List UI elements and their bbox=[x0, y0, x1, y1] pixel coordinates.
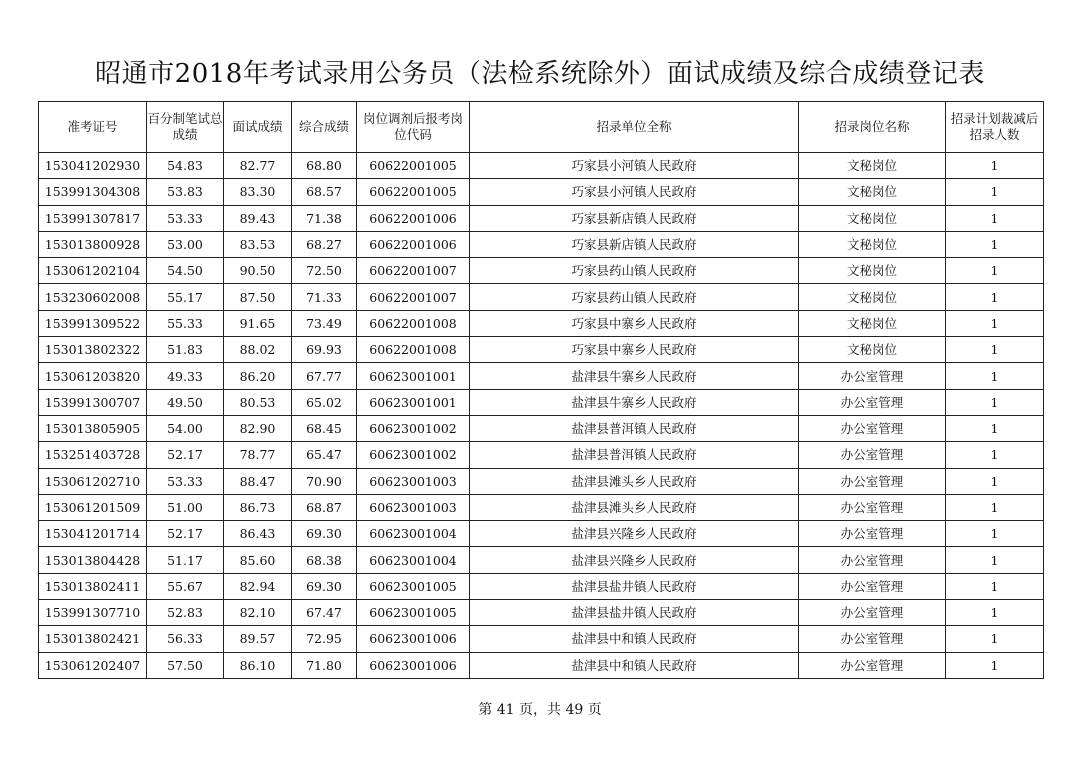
hiring-count-cell: 1 bbox=[946, 468, 1044, 494]
position-name-cell: 文秘岗位 bbox=[799, 284, 946, 310]
table-row bbox=[39, 415, 1044, 441]
interview-score-cell: 78.77 bbox=[224, 442, 292, 468]
employer-cell: 盐津县牛寨乡人民政府 bbox=[470, 363, 799, 389]
position-code-cell: 60622001005 bbox=[357, 153, 470, 179]
hiring-count-cell: 1 bbox=[946, 179, 1044, 205]
written-score-cell: 57.50 bbox=[147, 652, 224, 678]
hiring-count-cell: 1 bbox=[946, 600, 1044, 626]
position-name-cell: 文秘岗位 bbox=[799, 337, 946, 363]
employer-cell: 盐津县滩头乡人民政府 bbox=[470, 468, 799, 494]
interview-score-cell: 82.94 bbox=[224, 573, 292, 599]
interview-score-cell: 86.10 bbox=[224, 652, 292, 678]
exam-number-cell: 153013804428 bbox=[39, 547, 147, 573]
written-score-cell: 52.83 bbox=[147, 600, 224, 626]
hiring-count-cell: 1 bbox=[946, 205, 1044, 231]
overall-score-cell: 68.57 bbox=[292, 179, 357, 205]
position-name-cell: 办公室管理 bbox=[799, 652, 946, 678]
interview-score-cell: 85.60 bbox=[224, 547, 292, 573]
column-header-position-name: 招录岗位名称 bbox=[799, 102, 946, 153]
interview-score-cell: 90.50 bbox=[224, 258, 292, 284]
exam-number-cell: 153041201714 bbox=[39, 521, 147, 547]
table-row bbox=[39, 442, 1044, 468]
position-name-cell: 办公室管理 bbox=[799, 468, 946, 494]
interview-score-cell: 80.53 bbox=[224, 389, 292, 415]
interview-score-cell: 88.47 bbox=[224, 468, 292, 494]
overall-score-cell: 72.50 bbox=[292, 258, 357, 284]
written-score-cell: 54.00 bbox=[147, 415, 224, 441]
exam-number-cell: 153013802322 bbox=[39, 337, 147, 363]
written-score-cell: 53.00 bbox=[147, 231, 224, 257]
position-code-cell: 60622001008 bbox=[357, 310, 470, 336]
table-row bbox=[39, 337, 1044, 363]
exam-number-cell: 153991307710 bbox=[39, 600, 147, 626]
column-header-interview-score: 面试成绩 bbox=[224, 102, 292, 153]
position-name-cell: 办公室管理 bbox=[799, 363, 946, 389]
employer-cell: 巧家县中寨乡人民政府 bbox=[470, 310, 799, 336]
employer-cell: 巧家县小河镇人民政府 bbox=[470, 179, 799, 205]
hiring-count-cell: 1 bbox=[946, 626, 1044, 652]
hiring-count-cell: 1 bbox=[946, 547, 1044, 573]
exam-number-cell: 153041202930 bbox=[39, 153, 147, 179]
exam-number-cell: 153061203820 bbox=[39, 363, 147, 389]
overall-score-cell: 71.38 bbox=[292, 205, 357, 231]
overall-score-cell: 67.47 bbox=[292, 600, 357, 626]
position-code-cell: 60622001005 bbox=[357, 179, 470, 205]
column-header-exam-number: 准考证号 bbox=[39, 102, 147, 153]
interview-score-cell: 82.90 bbox=[224, 415, 292, 441]
interview-score-cell: 87.50 bbox=[224, 284, 292, 310]
page-title: 昭通市2018年考试录用公务员（法检系统除外）面试成绩及综合成绩登记表 bbox=[95, 59, 985, 89]
hiring-count-cell: 1 bbox=[946, 310, 1044, 336]
position-code-cell: 60623001003 bbox=[357, 494, 470, 520]
interview-score-cell: 91.65 bbox=[224, 310, 292, 336]
position-name-cell: 办公室管理 bbox=[799, 494, 946, 520]
table-row bbox=[39, 284, 1044, 310]
employer-cell: 盐津县中和镇人民政府 bbox=[470, 652, 799, 678]
position-code-cell: 60622001007 bbox=[357, 284, 470, 310]
overall-score-cell: 71.80 bbox=[292, 652, 357, 678]
written-score-cell: 51.83 bbox=[147, 337, 224, 363]
written-score-cell: 53.83 bbox=[147, 179, 224, 205]
position-code-cell: 60623001005 bbox=[357, 573, 470, 599]
employer-cell: 盐津县滩头乡人民政府 bbox=[470, 494, 799, 520]
written-score-cell: 55.17 bbox=[147, 284, 224, 310]
overall-score-cell: 73.49 bbox=[292, 310, 357, 336]
interview-score-cell: 86.43 bbox=[224, 521, 292, 547]
position-name-cell: 办公室管理 bbox=[799, 389, 946, 415]
position-name-cell: 文秘岗位 bbox=[799, 179, 946, 205]
hiring-count-cell: 1 bbox=[946, 153, 1044, 179]
table-row bbox=[39, 468, 1044, 494]
interview-score-cell: 89.43 bbox=[224, 205, 292, 231]
employer-cell: 盐津县普洱镇人民政府 bbox=[470, 415, 799, 441]
written-score-cell: 52.17 bbox=[147, 521, 224, 547]
position-name-cell: 文秘岗位 bbox=[799, 231, 946, 257]
overall-score-cell: 68.87 bbox=[292, 494, 357, 520]
position-code-cell: 60623001003 bbox=[357, 468, 470, 494]
position-name-cell: 办公室管理 bbox=[799, 573, 946, 599]
employer-cell: 盐津县中和镇人民政府 bbox=[470, 626, 799, 652]
employer-cell: 盐津县普洱镇人民政府 bbox=[470, 442, 799, 468]
table-row bbox=[39, 310, 1044, 336]
employer-cell: 巧家县药山镇人民政府 bbox=[470, 284, 799, 310]
exam-number-cell: 153013805905 bbox=[39, 415, 147, 441]
employer-cell: 盐津县盐井镇人民政府 bbox=[470, 573, 799, 599]
hiring-count-cell: 1 bbox=[946, 415, 1044, 441]
hiring-count-cell: 1 bbox=[946, 389, 1044, 415]
column-header-hiring-count: 招录计划裁减后招录人数 bbox=[946, 102, 1044, 153]
interview-score-cell: 83.30 bbox=[224, 179, 292, 205]
position-name-cell: 办公室管理 bbox=[799, 600, 946, 626]
table-row bbox=[39, 179, 1044, 205]
position-name-cell: 文秘岗位 bbox=[799, 258, 946, 284]
position-code-cell: 60622001008 bbox=[357, 337, 470, 363]
score-register-table bbox=[38, 101, 1044, 679]
employer-cell: 巧家县中寨乡人民政府 bbox=[470, 337, 799, 363]
position-name-cell: 办公室管理 bbox=[799, 626, 946, 652]
exam-number-cell: 153251403728 bbox=[39, 442, 147, 468]
interview-score-cell: 83.53 bbox=[224, 231, 292, 257]
hiring-count-cell: 1 bbox=[946, 521, 1044, 547]
written-score-cell: 53.33 bbox=[147, 468, 224, 494]
written-score-cell: 49.33 bbox=[147, 363, 224, 389]
position-code-cell: 60622001006 bbox=[357, 205, 470, 231]
overall-score-cell: 69.93 bbox=[292, 337, 357, 363]
exam-number-cell: 153991307817 bbox=[39, 205, 147, 231]
overall-score-cell: 68.38 bbox=[292, 547, 357, 573]
table-row bbox=[39, 652, 1044, 678]
position-name-cell: 办公室管理 bbox=[799, 521, 946, 547]
interview-score-cell: 86.20 bbox=[224, 363, 292, 389]
position-code-cell: 60623001006 bbox=[357, 626, 470, 652]
position-name-cell: 办公室管理 bbox=[799, 547, 946, 573]
exam-number-cell: 153061202104 bbox=[39, 258, 147, 284]
table-row bbox=[39, 231, 1044, 257]
interview-score-cell: 86.73 bbox=[224, 494, 292, 520]
position-name-cell: 文秘岗位 bbox=[799, 310, 946, 336]
written-score-cell: 54.83 bbox=[147, 153, 224, 179]
hiring-count-cell: 1 bbox=[946, 573, 1044, 599]
overall-score-cell: 71.33 bbox=[292, 284, 357, 310]
interview-score-cell: 89.57 bbox=[224, 626, 292, 652]
position-name-cell: 办公室管理 bbox=[799, 442, 946, 468]
hiring-count-cell: 1 bbox=[946, 258, 1044, 284]
overall-score-cell: 65.47 bbox=[292, 442, 357, 468]
position-code-cell: 60623001004 bbox=[357, 521, 470, 547]
written-score-cell: 55.33 bbox=[147, 310, 224, 336]
exam-number-cell: 153991309522 bbox=[39, 310, 147, 336]
employer-cell: 盐津县盐井镇人民政府 bbox=[470, 600, 799, 626]
written-score-cell: 52.17 bbox=[147, 442, 224, 468]
hiring-count-cell: 1 bbox=[946, 337, 1044, 363]
employer-cell: 巧家县小河镇人民政府 bbox=[470, 153, 799, 179]
table-row bbox=[39, 205, 1044, 231]
employer-cell: 盐津县兴隆乡人民政府 bbox=[470, 521, 799, 547]
overall-score-cell: 68.27 bbox=[292, 231, 357, 257]
position-code-cell: 60623001002 bbox=[357, 442, 470, 468]
overall-score-cell: 67.77 bbox=[292, 363, 357, 389]
written-score-cell: 55.67 bbox=[147, 573, 224, 599]
overall-score-cell: 68.45 bbox=[292, 415, 357, 441]
employer-cell: 巧家县新店镇人民政府 bbox=[470, 205, 799, 231]
exam-number-cell: 153061201509 bbox=[39, 494, 147, 520]
column-header-written-score: 百分制笔试总成绩 bbox=[147, 102, 224, 153]
exam-number-cell: 153061202407 bbox=[39, 652, 147, 678]
table-header-row bbox=[39, 102, 1044, 153]
interview-score-cell: 88.02 bbox=[224, 337, 292, 363]
table-row bbox=[39, 153, 1044, 179]
position-code-cell: 60623001005 bbox=[357, 600, 470, 626]
position-name-cell: 办公室管理 bbox=[799, 415, 946, 441]
table-row bbox=[39, 258, 1044, 284]
interview-score-cell: 82.77 bbox=[224, 153, 292, 179]
written-score-cell: 49.50 bbox=[147, 389, 224, 415]
written-score-cell: 51.17 bbox=[147, 547, 224, 573]
table-row bbox=[39, 600, 1044, 626]
exam-number-cell: 153230602008 bbox=[39, 284, 147, 310]
overall-score-cell: 68.80 bbox=[292, 153, 357, 179]
position-code-cell: 60623001006 bbox=[357, 652, 470, 678]
position-code-cell: 60623001001 bbox=[357, 389, 470, 415]
hiring-count-cell: 1 bbox=[946, 284, 1044, 310]
written-score-cell: 53.33 bbox=[147, 205, 224, 231]
position-code-cell: 60622001007 bbox=[357, 258, 470, 284]
table-row bbox=[39, 521, 1044, 547]
table-row bbox=[39, 547, 1044, 573]
overall-score-cell: 72.95 bbox=[292, 626, 357, 652]
position-code-cell: 60622001006 bbox=[357, 231, 470, 257]
exam-number-cell: 153061202710 bbox=[39, 468, 147, 494]
column-header-employer: 招录单位全称 bbox=[470, 102, 799, 153]
overall-score-cell: 69.30 bbox=[292, 521, 357, 547]
table-row bbox=[39, 363, 1044, 389]
table-row bbox=[39, 494, 1044, 520]
column-header-position-code: 岗位调剂后报考岗位代码 bbox=[357, 102, 470, 153]
exam-number-cell: 153013802421 bbox=[39, 626, 147, 652]
table-row bbox=[39, 573, 1044, 599]
employer-cell: 盐津县兴隆乡人民政府 bbox=[470, 547, 799, 573]
exam-number-cell: 153013800928 bbox=[39, 231, 147, 257]
position-code-cell: 60623001001 bbox=[357, 363, 470, 389]
hiring-count-cell: 1 bbox=[946, 363, 1044, 389]
table-row bbox=[39, 389, 1044, 415]
interview-score-cell: 82.10 bbox=[224, 600, 292, 626]
hiring-count-cell: 1 bbox=[946, 442, 1044, 468]
overall-score-cell: 69.30 bbox=[292, 573, 357, 599]
written-score-cell: 54.50 bbox=[147, 258, 224, 284]
overall-score-cell: 65.02 bbox=[292, 389, 357, 415]
exam-number-cell: 153013802411 bbox=[39, 573, 147, 599]
overall-score-cell: 70.90 bbox=[292, 468, 357, 494]
position-name-cell: 文秘岗位 bbox=[799, 153, 946, 179]
hiring-count-cell: 1 bbox=[946, 231, 1044, 257]
page-number: 第 41 页，共 49 页 bbox=[478, 702, 602, 718]
employer-cell: 巧家县新店镇人民政府 bbox=[470, 231, 799, 257]
position-code-cell: 60623001002 bbox=[357, 415, 470, 441]
hiring-count-cell: 1 bbox=[946, 494, 1044, 520]
column-header-overall-score: 综合成绩 bbox=[292, 102, 357, 153]
position-code-cell: 60623001004 bbox=[357, 547, 470, 573]
exam-number-cell: 153991304308 bbox=[39, 179, 147, 205]
exam-number-cell: 153991300707 bbox=[39, 389, 147, 415]
written-score-cell: 51.00 bbox=[147, 494, 224, 520]
hiring-count-cell: 1 bbox=[946, 652, 1044, 678]
employer-cell: 盐津县牛寨乡人民政府 bbox=[470, 389, 799, 415]
position-name-cell: 文秘岗位 bbox=[799, 205, 946, 231]
table-body bbox=[39, 153, 1044, 679]
employer-cell: 巧家县药山镇人民政府 bbox=[470, 258, 799, 284]
table-row bbox=[39, 626, 1044, 652]
written-score-cell: 56.33 bbox=[147, 626, 224, 652]
